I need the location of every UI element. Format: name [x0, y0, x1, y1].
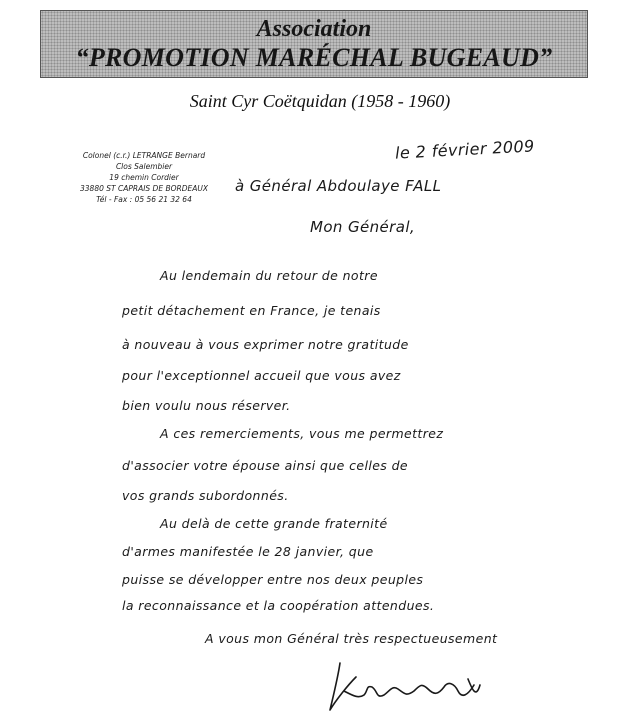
- letter-body-line: à nouveau à vous exprimer notre gratitude: [122, 337, 409, 352]
- letter-body-line: bien voulu nous réserver.: [122, 398, 291, 413]
- sender-address-block: [54, 150, 234, 205]
- promotion-subtitle: Saint Cyr Coëtquidan (1958 - 1960): [189, 91, 451, 111]
- letter-body-line: d'armes manifestée le 28 janvier, que: [122, 544, 374, 559]
- sender-city: 33880 ST CAPRAIS DE BORDEAUX: [80, 184, 208, 193]
- letter-body-line: Au delà de cette grande fraternité: [160, 516, 388, 531]
- letter-body-line: A ces remerciements, vous me permettrez: [160, 426, 444, 441]
- sender-address-line: Clos Salembier: [115, 162, 173, 171]
- association-name: “PROMOTION MARÉCHAL BUGEAUD”: [75, 43, 553, 72]
- sender-phone: Tél - Fax : 05 56 21 32 64: [96, 195, 192, 204]
- letter-recipient: à Général Abdoulaye FALL: [235, 177, 442, 195]
- letter-salutation: Mon Général,: [310, 218, 416, 236]
- letter-body-line: pour l'exceptionnel accueil que vous avez: [122, 368, 401, 383]
- letter-body-line: puisse se développer entre nos deux peuples: [122, 572, 424, 587]
- sender-name: Colonel (c.r.) LETRANGE Bernard: [82, 151, 206, 160]
- letter-closing: A vous mon Général très respectueusement: [205, 631, 498, 646]
- letter-body-line: vos grands subordonnés.: [122, 488, 289, 503]
- letterhead-banner: [40, 10, 588, 78]
- handwritten-signature: [318, 655, 498, 715]
- letter-body-line: petit détachement en France, je tenais: [122, 303, 381, 318]
- letter-date: le 2 février 2009: [394, 136, 536, 163]
- letter-body-line: Au lendemain du retour de notre: [160, 268, 378, 283]
- sender-address-line: 19 chemin Cordier: [109, 173, 179, 182]
- association-label: Association: [256, 16, 372, 42]
- letter-body-line: la reconnaissance et la coopération attendues.: [122, 598, 435, 613]
- letter-body-line: d'associer votre épouse ainsi que celles de: [122, 458, 409, 473]
